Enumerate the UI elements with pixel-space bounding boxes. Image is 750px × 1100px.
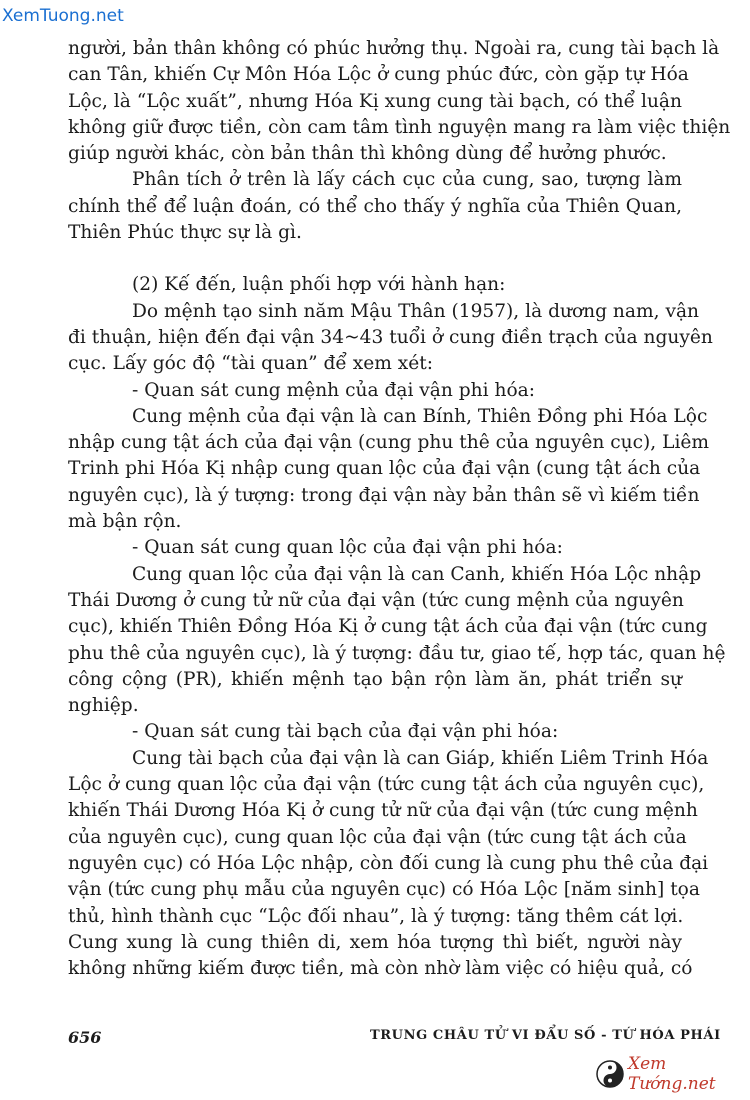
text-line: Phân tích ở trên là lấy cách cục của cung, sao, tượng làm [132, 169, 682, 191]
text-line: - Quan sát cung tài bạch của đại vận phi hóa: [132, 721, 559, 743]
site-watermark: XemTuong.net [2, 6, 124, 26]
text-line: nghiệp. [68, 695, 139, 717]
text-line: khiến Thái Dương Hóa Kị ở cung tử nữ của đại vận (tức cung mệnh [68, 800, 698, 822]
text-line: Lộc, là “Lộc xuất”, nhưng Hóa Kị xung cung tài bạch, có thể luận [68, 90, 682, 112]
text-line: Cung quan lộc của đại vận là can Canh, khiến Hóa Lộc nhập [132, 563, 702, 585]
text-line: chính thể để luận đoán, có thể cho thấy ý nghĩa của Thiên Quan, [68, 195, 682, 217]
text-line: Do mệnh tạo sinh năm Mậu Thân (1957), là dương nam, vận [132, 300, 700, 322]
text-line: của nguyên cục), cung quan lộc của đại vận (tức cung tật ách của [68, 826, 687, 848]
text-line: giúp người khác, còn bản thân thì không dùng để hưởng phước. [68, 143, 667, 165]
text-line: nguyên cục) có Hóa Lộc nhập, còn đối cung là cung phu thê của đại [68, 852, 709, 874]
yin-yang-icon [596, 1060, 624, 1088]
text-line: người, bản thân không có phúc hưởng thụ. Ngoài ra, cung tài bạch là [68, 38, 720, 59]
text-line: Trinh phi Hóa Kị nhập cung quan lộc của đại vận (cung tật ách của [68, 458, 701, 480]
text-line: can Tân, khiến Cự Môn Hóa Lộc ở cung phúc đức, còn gặp tự Hóa [68, 64, 689, 86]
text-line: Cung mệnh của đại vận là can Bính, Thiên Đồng phi Hóa Lộc [132, 405, 708, 427]
site-logo-text: Xem Tướng.net [628, 1054, 716, 1094]
text-line: Cung xung là cung thiên di, xem hóa tượng thì biết, người này [68, 931, 682, 953]
text-line: mà bận rộn. [68, 511, 182, 533]
text-line: phu thê của nguyên cục), là ý tượng: đầu tư, giao tế, hợp tác, quan hệ [68, 642, 726, 664]
text-line: - Quan sát cung mệnh của đại vận phi hóa: [132, 379, 536, 401]
text-line: đi thuận, hiện đến đại vận 34~43 tuổi ở cung điền trạch của nguyên [68, 326, 713, 348]
page-number: 656 [68, 1028, 102, 1047]
text-line: cục), khiến Thiên Đồng Hóa Kị ở cung tật ách của đại vận (tức cung [68, 616, 708, 638]
text-line: Cung tài bạch của đại vận là can Giáp, khiến Liêm Trinh Hóa [132, 747, 709, 769]
text-line: - Quan sát cung quan lộc của đại vận phi hóa: [132, 537, 563, 559]
text-line: Thiên Phúc thực sự là gì. [68, 222, 302, 244]
text-line: nhập cung tật ách của đại vận (cung phu thê của nguyên cục), Liêm [68, 432, 710, 454]
running-footer-title: TRUNG CHÂU TỬ VI ĐẨU SỐ - TỨ HÓA PHÁI [370, 1028, 721, 1043]
paragraph-gap [68, 246, 682, 272]
page-body-text [68, 36, 731, 982]
text-line: vận (tức cung phụ mẫu của nguyên cục) có Hóa Lộc [năm sinh] tọa [68, 879, 700, 901]
text-line: cục. Lấy góc độ “tài quan” để xem xét: [68, 353, 433, 375]
text-line: công cộng (PR), khiến mệnh tạo bận rộn làm ăn, phát triển sự [68, 668, 682, 690]
text-line: thủ, hình thành cục “Lộc đối nhau”, là ý tượng: tăng thêm cát lợi. [68, 905, 684, 927]
text-line: Lộc ở cung quan lộc của đại vận (tức cung tật ách của nguyên cục), [68, 774, 705, 796]
text-line: không giữ được tiền, còn cam tâm tình nguyện mang ra làm việc thiện [68, 116, 731, 138]
site-logo [596, 1054, 748, 1094]
text-line: Thái Dương ở cung tử nữ của đại vận (tức cung mệnh của nguyên [68, 589, 684, 611]
text-line: không những kiếm được tiền, mà còn nhờ làm việc có hiệu quả, có [68, 958, 693, 980]
text-line: nguyên cục), là ý tượng: trong đại vận này bản thân sẽ vì kiếm tiền [68, 484, 700, 506]
text-line: (2) Kế đến, luận phối hợp với hành hạn: [132, 274, 506, 296]
